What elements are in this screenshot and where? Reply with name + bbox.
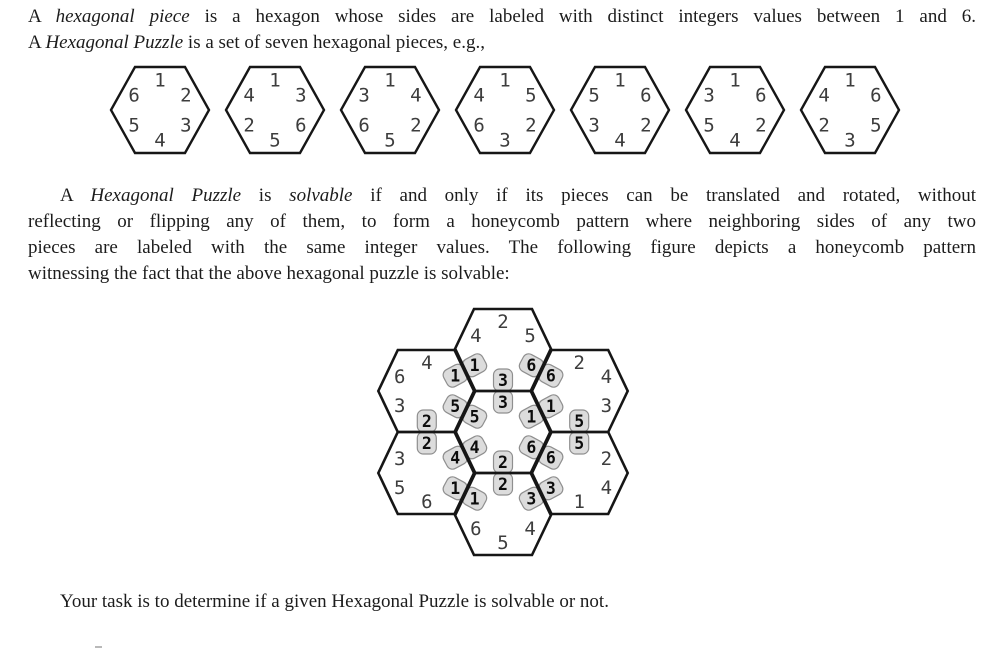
text-segment: is a set of seven hexagonal pieces, e.g., <box>183 32 485 53</box>
piece-side-label: 3 <box>358 84 370 107</box>
piece-side-label: 5 <box>588 84 600 107</box>
piece-side-label: 6 <box>295 114 307 137</box>
outer-side-label: 3 <box>600 394 613 417</box>
paragraph-intro <box>28 4 976 56</box>
outer-side-label: 3 <box>393 448 406 471</box>
shared-edge-badge-label: 5 <box>469 407 480 427</box>
honeycomb-figure <box>374 306 632 565</box>
text-segment: reflecting or flipping any of them, to form a honeycomb pattern where neighboring sides of any two <box>28 211 976 232</box>
piece-side-label: 4 <box>243 84 255 107</box>
piece-side-label: 4 <box>154 129 166 152</box>
text-segment: if and only if its pieces can be translated and rotated, without <box>352 185 976 206</box>
text-line <box>28 183 976 209</box>
outer-side-label: 5 <box>524 325 536 348</box>
text-line <box>28 4 976 30</box>
shared-edge-badge-label: 1 <box>450 479 461 499</box>
outer-side-label: 2 <box>497 310 509 333</box>
piece-side-label: 3 <box>703 84 715 107</box>
piece-side-label: 4 <box>729 129 741 152</box>
piece-side-label: 4 <box>614 129 626 152</box>
piece-side-label: 2 <box>640 114 652 137</box>
piece-side-label: 2 <box>243 114 255 137</box>
text-line <box>28 589 976 615</box>
text-line <box>28 235 976 261</box>
outer-side-label: 3 <box>393 394 406 417</box>
shared-edge-badge-label: 3 <box>545 479 556 499</box>
outer-side-label: 5 <box>497 532 509 555</box>
piece-side-label: 5 <box>269 129 281 152</box>
shared-edge-badge-label: 2 <box>498 452 508 472</box>
shared-edge-badge-label: 4 <box>469 438 480 458</box>
shared-edge-badge-label: 6 <box>545 448 556 468</box>
outer-side-label: 2 <box>600 448 613 471</box>
piece-side-label: 1 <box>844 69 856 92</box>
text-segment: witnessing the fact that the above hexagonal puzzle is solvable: <box>28 263 510 284</box>
honeycomb-figure-svg <box>374 306 632 560</box>
piece-side-label: 5 <box>870 114 882 137</box>
piece-side-label: 6 <box>755 84 767 107</box>
outer-side-label: 4 <box>524 517 536 540</box>
piece-side-label: 4 <box>473 84 485 107</box>
shared-edge-badge-label: 2 <box>421 433 432 453</box>
piece-side-label: 3 <box>295 84 307 107</box>
piece-side-label: 6 <box>473 114 485 137</box>
text-segment: A <box>28 6 56 27</box>
shared-edge-badge-label: 3 <box>498 370 508 390</box>
cutoff-heading-fragment <box>95 646 102 648</box>
shared-edge-badge-label: 3 <box>498 392 508 412</box>
outer-side-label: 6 <box>393 366 406 389</box>
shared-edge-badge-label: 5 <box>574 411 585 431</box>
piece-side-label: 2 <box>410 114 422 137</box>
shared-edge-badge-label: 6 <box>545 366 556 386</box>
shared-edge-badge-label: 1 <box>469 356 480 376</box>
piece-side-label: 5 <box>128 114 140 137</box>
shared-edge-badge-label: 1 <box>450 366 461 386</box>
piece-side-label: 6 <box>358 114 370 137</box>
text-segment: Your task is to determine if a given Hexagonal Puzzle is solvable or not. <box>60 591 609 612</box>
outer-side-label: 5 <box>393 476 406 499</box>
shared-edge-badge-label: 5 <box>450 397 461 417</box>
piece-side-label: 1 <box>384 69 396 92</box>
shared-edge-badge-label: 1 <box>526 407 537 427</box>
shared-edge-badge-label: 3 <box>526 489 537 509</box>
shared-edge-badge-label: 2 <box>421 411 432 431</box>
shared-edge-badge-label: 1 <box>545 397 556 417</box>
piece-side-label: 2 <box>755 114 767 137</box>
text-segment: hexagonal piece <box>55 6 190 27</box>
outer-side-label: 6 <box>470 517 482 540</box>
outer-side-label: 1 <box>573 491 585 514</box>
piece-side-label: 2 <box>180 84 192 107</box>
piece-side-label: 5 <box>703 114 715 137</box>
piece-side-label: 3 <box>499 129 511 152</box>
text-segment: is <box>241 185 290 206</box>
text-segment: pieces are labeled with the same integer values. The following figure depicts a honeycomb pattern <box>28 237 976 258</box>
piece-side-label: 4 <box>410 84 422 107</box>
outer-side-label: 4 <box>600 366 613 389</box>
pieces-figure <box>108 62 903 163</box>
pieces-figure-svg <box>108 62 903 158</box>
shared-edge-badge-label: 5 <box>574 433 585 453</box>
outer-side-label: 4 <box>421 351 433 374</box>
paragraph-task <box>28 589 976 615</box>
text-line <box>28 209 976 235</box>
piece-side-label: 6 <box>128 84 140 107</box>
piece-side-label: 1 <box>614 69 626 92</box>
outer-side-label: 4 <box>470 325 482 348</box>
piece-side-label: 3 <box>180 114 192 137</box>
shared-edge-badge-label: 1 <box>469 489 480 509</box>
paragraph-solvable <box>28 183 976 287</box>
shared-edge-badge-label: 2 <box>498 474 508 494</box>
piece-side-label: 1 <box>269 69 281 92</box>
piece-side-label: 1 <box>729 69 741 92</box>
shared-edge-badge-label: 6 <box>526 356 537 376</box>
shared-edge-badge-label: 6 <box>526 438 537 458</box>
text-line <box>28 261 976 287</box>
outer-side-label: 2 <box>573 351 585 374</box>
piece-side-label: 2 <box>818 114 830 137</box>
outer-side-label: 6 <box>421 491 433 514</box>
piece-side-label: 6 <box>640 84 652 107</box>
piece-side-label: 1 <box>154 69 166 92</box>
outer-side-label: 4 <box>600 476 613 499</box>
shared-edge-badge-label: 4 <box>450 448 461 468</box>
text-segment: Hexagonal Puzzle <box>90 185 242 206</box>
piece-side-label: 5 <box>525 84 537 107</box>
text-segment: A <box>60 185 91 206</box>
piece-side-label: 3 <box>844 129 856 152</box>
piece-side-label: 5 <box>384 129 396 152</box>
text-segment: solvable <box>289 185 353 206</box>
piece-side-label: 6 <box>870 84 882 107</box>
piece-side-label: 1 <box>499 69 511 92</box>
piece-side-label: 4 <box>818 84 830 107</box>
text-segment: A <box>28 32 46 53</box>
piece-side-label: 2 <box>525 114 537 137</box>
piece-side-label: 3 <box>588 114 600 137</box>
text-line <box>28 30 976 56</box>
text-segment: Hexagonal Puzzle <box>45 32 184 53</box>
text-segment: is a hexagon whose sides are labeled with distinct integers values between 1 and 6. <box>189 6 976 27</box>
